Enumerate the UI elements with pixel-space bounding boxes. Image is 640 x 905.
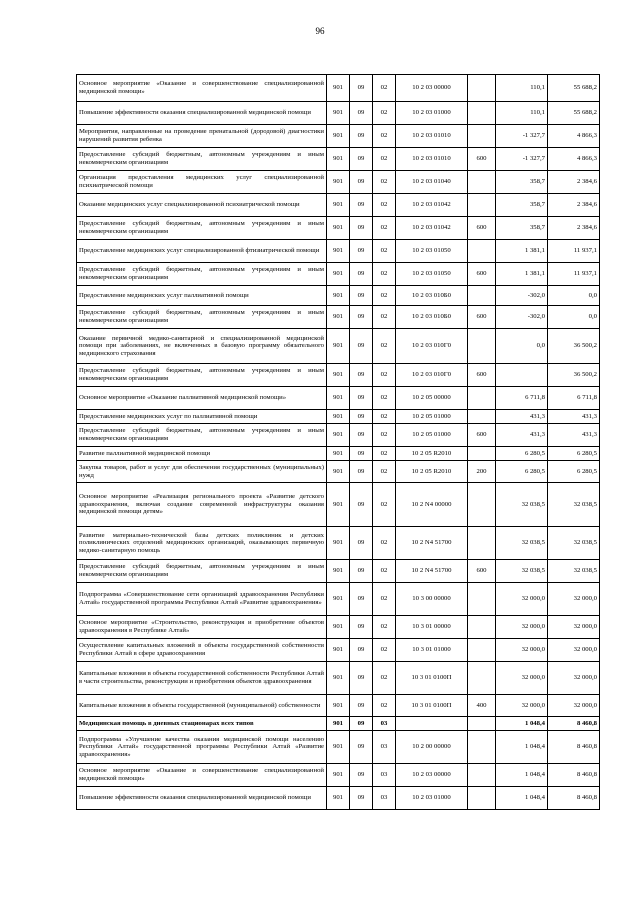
admin-code-cell: 901 bbox=[327, 410, 350, 424]
subsection-code-cell: 02 bbox=[373, 639, 396, 662]
table-row bbox=[77, 447, 600, 461]
amount-total-cell: 36 500,2 bbox=[548, 329, 600, 364]
section-code-cell: 09 bbox=[350, 102, 373, 125]
subsection-code-cell: 02 bbox=[373, 483, 396, 527]
subsection-code-cell: 02 bbox=[373, 171, 396, 194]
admin-code-cell: 901 bbox=[327, 424, 350, 447]
admin-code-cell: 901 bbox=[327, 695, 350, 717]
table-row bbox=[77, 329, 600, 364]
subsection-code-cell: 02 bbox=[373, 560, 396, 583]
target-article-cell: 10 3 01 0100П bbox=[396, 695, 468, 717]
amount-change-cell: 431,3 bbox=[496, 410, 548, 424]
table-row bbox=[77, 364, 600, 387]
target-article-cell: 10 2 03 01000 bbox=[396, 787, 468, 810]
expense-type-cell bbox=[468, 75, 496, 102]
amount-change-cell: 32 000,0 bbox=[496, 639, 548, 662]
section-code-cell: 09 bbox=[350, 286, 373, 306]
admin-code-cell: 901 bbox=[327, 286, 350, 306]
target-article-cell: 10 3 01 0100П bbox=[396, 662, 468, 695]
section-code-cell: 09 bbox=[350, 731, 373, 764]
section-code-cell: 09 bbox=[350, 695, 373, 717]
admin-code-cell: 901 bbox=[327, 764, 350, 787]
subsection-code-cell: 02 bbox=[373, 217, 396, 240]
target-article-cell bbox=[396, 717, 468, 731]
admin-code-cell: 901 bbox=[327, 483, 350, 527]
table-row bbox=[77, 148, 600, 171]
row-name-cell: Подпрограмма «Улучшение качества оказания медицинской помощи населению Республики Алтай» государственной программы Республики Алтай «Развитие здравоохранения» bbox=[77, 731, 327, 764]
table-row bbox=[77, 461, 600, 483]
expense-type-cell bbox=[468, 583, 496, 616]
table-row bbox=[77, 125, 600, 148]
row-name-cell: Предоставление субсидий бюджетным, автономным учреждениям и иным некоммерческим организациям bbox=[77, 306, 327, 329]
amount-change-cell: 32 038,5 bbox=[496, 560, 548, 583]
amount-total-cell: 8 460,8 bbox=[548, 764, 600, 787]
section-code-cell: 09 bbox=[350, 447, 373, 461]
expense-type-cell bbox=[468, 717, 496, 731]
section-code-cell: 09 bbox=[350, 424, 373, 447]
amount-change-cell: 32 000,0 bbox=[496, 616, 548, 639]
target-article-cell: 10 2 03 010Г0 bbox=[396, 329, 468, 364]
section-code-cell: 09 bbox=[350, 125, 373, 148]
table-row bbox=[77, 75, 600, 102]
section-code-cell: 09 bbox=[350, 148, 373, 171]
amount-total-cell: 32 038,5 bbox=[548, 560, 600, 583]
page-number: 96 bbox=[315, 26, 325, 36]
target-article-cell: 10 2 03 010Г0 bbox=[396, 364, 468, 387]
row-name-cell: Предоставление медицинских услуг паллиативной помощи bbox=[77, 286, 327, 306]
expense-type-cell: 600 bbox=[468, 263, 496, 286]
subsection-code-cell: 02 bbox=[373, 125, 396, 148]
amount-total-cell: 4 866,3 bbox=[548, 148, 600, 171]
section-code-cell: 09 bbox=[350, 171, 373, 194]
section-code-cell: 09 bbox=[350, 583, 373, 616]
section-code-cell: 09 bbox=[350, 410, 373, 424]
amount-total-cell: 2 384,6 bbox=[548, 194, 600, 217]
expense-type-cell bbox=[468, 194, 496, 217]
table-row bbox=[77, 717, 600, 731]
admin-code-cell: 901 bbox=[327, 461, 350, 483]
amount-total-cell: 32 000,0 bbox=[548, 616, 600, 639]
row-name-cell: Основное мероприятие «Оказание и совершенствование специализированной медицинской помощи» bbox=[77, 764, 327, 787]
target-article-cell: 10 2 00 00000 bbox=[396, 731, 468, 764]
amount-total-cell: 32 000,0 bbox=[548, 695, 600, 717]
table-row bbox=[77, 616, 600, 639]
subsection-code-cell: 02 bbox=[373, 583, 396, 616]
amount-total-cell: 0,0 bbox=[548, 306, 600, 329]
admin-code-cell: 901 bbox=[327, 217, 350, 240]
expense-type-cell bbox=[468, 527, 496, 560]
expense-type-cell bbox=[468, 662, 496, 695]
amount-total-cell: 6 280,5 bbox=[548, 461, 600, 483]
subsection-code-cell: 02 bbox=[373, 194, 396, 217]
amount-total-cell: 32 000,0 bbox=[548, 639, 600, 662]
amount-change-cell: 32 000,0 bbox=[496, 583, 548, 616]
subsection-code-cell: 03 bbox=[373, 717, 396, 731]
expense-type-cell bbox=[468, 329, 496, 364]
row-name-cell: Предоставление субсидий бюджетным, автономным учреждениям и иным некоммерческим организациям bbox=[77, 217, 327, 240]
amount-change-cell: 0,0 bbox=[496, 329, 548, 364]
amount-total-cell: 55 688,2 bbox=[548, 75, 600, 102]
table-row bbox=[77, 764, 600, 787]
subsection-code-cell: 02 bbox=[373, 263, 396, 286]
amount-total-cell: 431,3 bbox=[548, 410, 600, 424]
amount-change-cell: 358,7 bbox=[496, 171, 548, 194]
expense-type-cell: 600 bbox=[468, 424, 496, 447]
target-article-cell: 10 2 N4 51700 bbox=[396, 527, 468, 560]
table-row bbox=[77, 410, 600, 424]
admin-code-cell: 901 bbox=[327, 583, 350, 616]
row-name-cell: Медицинская помощь в дневных стационарах всех типов bbox=[77, 717, 327, 731]
subsection-code-cell: 02 bbox=[373, 387, 396, 410]
amount-change-cell: 1 048,4 bbox=[496, 787, 548, 810]
amount-total-cell: 2 384,6 bbox=[548, 171, 600, 194]
expense-type-cell bbox=[468, 286, 496, 306]
table-row bbox=[77, 387, 600, 410]
expense-type-cell: 600 bbox=[468, 560, 496, 583]
table-row bbox=[77, 306, 600, 329]
row-name-cell: Основное мероприятие «Строительство, реконструкция и приобретение объектов здравоохранения в Республике Алтай» bbox=[77, 616, 327, 639]
amount-total-cell: 32 038,5 bbox=[548, 527, 600, 560]
row-name-cell: Основное мероприятие «Реализация регионального проекта «Развитие детского здравоохранения, включая создание современной инфраструктуры оказания медицинской помощи детям» bbox=[77, 483, 327, 527]
section-code-cell: 09 bbox=[350, 483, 373, 527]
expense-type-cell bbox=[468, 447, 496, 461]
subsection-code-cell: 02 bbox=[373, 447, 396, 461]
subsection-code-cell: 02 bbox=[373, 329, 396, 364]
amount-change-cell: 1 381,1 bbox=[496, 240, 548, 263]
admin-code-cell: 901 bbox=[327, 125, 350, 148]
amount-total-cell: 11 937,1 bbox=[548, 240, 600, 263]
section-code-cell: 09 bbox=[350, 240, 373, 263]
expense-type-cell bbox=[468, 787, 496, 810]
admin-code-cell: 901 bbox=[327, 387, 350, 410]
expense-type-cell bbox=[468, 764, 496, 787]
row-name-cell: Осуществление капитальных вложений в объекты государственной собственности Республики Алтай в сфере здравоохранения bbox=[77, 639, 327, 662]
expense-type-cell bbox=[468, 240, 496, 263]
admin-code-cell: 901 bbox=[327, 194, 350, 217]
admin-code-cell: 901 bbox=[327, 171, 350, 194]
section-code-cell: 09 bbox=[350, 387, 373, 410]
subsection-code-cell: 03 bbox=[373, 787, 396, 810]
admin-code-cell: 901 bbox=[327, 662, 350, 695]
amount-change-cell: 32 038,5 bbox=[496, 483, 548, 527]
section-code-cell: 09 bbox=[350, 194, 373, 217]
amount-total-cell: 8 460,8 bbox=[548, 717, 600, 731]
section-code-cell: 09 bbox=[350, 329, 373, 364]
expense-type-cell: 600 bbox=[468, 217, 496, 240]
admin-code-cell: 901 bbox=[327, 717, 350, 731]
row-name-cell: Оказание первичной медико-санитарной и специализированной медицинской помощи при заболеваниях, не включенных в базовую программу обязательного медицинского страхования bbox=[77, 329, 327, 364]
row-name-cell: Оказание медицинских услуг специализированной психиатрической помощи bbox=[77, 194, 327, 217]
amount-change-cell: -1 327,7 bbox=[496, 125, 548, 148]
table-row bbox=[77, 560, 600, 583]
amount-change-cell: 358,7 bbox=[496, 194, 548, 217]
amount-change-cell: 1 381,1 bbox=[496, 263, 548, 286]
expense-type-cell: 600 bbox=[468, 306, 496, 329]
budget-table-body bbox=[77, 75, 600, 810]
amount-change-cell: -1 327,7 bbox=[496, 148, 548, 171]
section-code-cell: 09 bbox=[350, 787, 373, 810]
amount-total-cell: 431,3 bbox=[548, 424, 600, 447]
expense-type-cell bbox=[468, 102, 496, 125]
amount-change-cell: 431,3 bbox=[496, 424, 548, 447]
target-article-cell: 10 2 05 01000 bbox=[396, 410, 468, 424]
row-name-cell: Основное мероприятие «Оказание и совершенствование специализированной медицинской помощи» bbox=[77, 75, 327, 102]
target-article-cell: 10 2 03 01000 bbox=[396, 102, 468, 125]
admin-code-cell: 901 bbox=[327, 102, 350, 125]
admin-code-cell: 901 bbox=[327, 75, 350, 102]
subsection-code-cell: 02 bbox=[373, 662, 396, 695]
amount-total-cell: 55 688,2 bbox=[548, 102, 600, 125]
table-row bbox=[77, 171, 600, 194]
expense-type-cell: 200 bbox=[468, 461, 496, 483]
amount-total-cell: 32 000,0 bbox=[548, 662, 600, 695]
expense-type-cell bbox=[468, 410, 496, 424]
amount-total-cell: 11 937,1 bbox=[548, 263, 600, 286]
expense-type-cell bbox=[468, 483, 496, 527]
row-name-cell: Предоставление субсидий бюджетным, автономным учреждениям и иным некоммерческим организациям bbox=[77, 424, 327, 447]
table-row bbox=[77, 527, 600, 560]
expense-type-cell bbox=[468, 125, 496, 148]
amount-total-cell: 6 280,5 bbox=[548, 447, 600, 461]
amount-change-cell bbox=[496, 364, 548, 387]
amount-total-cell: 8 460,8 bbox=[548, 787, 600, 810]
table-row bbox=[77, 731, 600, 764]
row-name-cell: Предоставление субсидий бюджетным, автономным учреждениям и иным некоммерческим организациям bbox=[77, 263, 327, 286]
subsection-code-cell: 02 bbox=[373, 102, 396, 125]
section-code-cell: 09 bbox=[350, 217, 373, 240]
amount-change-cell: 32 000,0 bbox=[496, 662, 548, 695]
table-row bbox=[77, 662, 600, 695]
admin-code-cell: 901 bbox=[327, 240, 350, 263]
table-row bbox=[77, 217, 600, 240]
subsection-code-cell: 02 bbox=[373, 364, 396, 387]
target-article-cell: 10 2 05 R2010 bbox=[396, 447, 468, 461]
table-row bbox=[77, 787, 600, 810]
section-code-cell: 09 bbox=[350, 527, 373, 560]
section-code-cell: 09 bbox=[350, 364, 373, 387]
row-name-cell: Основное мероприятие «Оказание паллиативной медицинской помощи» bbox=[77, 387, 327, 410]
subsection-code-cell: 02 bbox=[373, 240, 396, 263]
subsection-code-cell: 02 bbox=[373, 75, 396, 102]
target-article-cell: 10 2 03 01042 bbox=[396, 194, 468, 217]
row-name-cell: Капитальные вложения в объекты государственной собственности Республики Алтай в части строительства, реконструкции и приобретения объектов здравоохранения bbox=[77, 662, 327, 695]
row-name-cell: Предоставление субсидий бюджетным, автономным учреждениям и иным некоммерческим организациям bbox=[77, 560, 327, 583]
subsection-code-cell: 03 bbox=[373, 764, 396, 787]
expense-type-cell bbox=[468, 616, 496, 639]
expense-type-cell: 600 bbox=[468, 364, 496, 387]
section-code-cell: 09 bbox=[350, 306, 373, 329]
amount-total-cell: 8 460,8 bbox=[548, 731, 600, 764]
subsection-code-cell: 02 bbox=[373, 461, 396, 483]
table-row bbox=[77, 639, 600, 662]
amount-change-cell: 1 048,4 bbox=[496, 717, 548, 731]
subsection-code-cell: 02 bbox=[373, 286, 396, 306]
expense-type-cell: 400 bbox=[468, 695, 496, 717]
target-article-cell: 10 2 03 00000 bbox=[396, 764, 468, 787]
expense-type-cell bbox=[468, 171, 496, 194]
table-row bbox=[77, 102, 600, 125]
amount-total-cell: 36 500,2 bbox=[548, 364, 600, 387]
budget-table bbox=[76, 74, 600, 810]
amount-change-cell: 6 711,8 bbox=[496, 387, 548, 410]
row-name-cell: Предоставление медицинских услуг по паллиативной помощи bbox=[77, 410, 327, 424]
admin-code-cell: 901 bbox=[327, 263, 350, 286]
amount-total-cell: 32 000,0 bbox=[548, 583, 600, 616]
subsection-code-cell: 02 bbox=[373, 306, 396, 329]
subsection-code-cell: 02 bbox=[373, 410, 396, 424]
amount-total-cell: 4 866,3 bbox=[548, 125, 600, 148]
target-article-cell: 10 2 05 01000 bbox=[396, 424, 468, 447]
table-row bbox=[77, 263, 600, 286]
row-name-cell: Мероприятия, направленные на проведение пренатальной (дородовой) диагностики нарушений развития ребенка bbox=[77, 125, 327, 148]
amount-change-cell: 32 000,0 bbox=[496, 695, 548, 717]
target-article-cell: 10 3 01 01000 bbox=[396, 639, 468, 662]
admin-code-cell: 901 bbox=[327, 616, 350, 639]
table-row bbox=[77, 583, 600, 616]
amount-change-cell: 358,7 bbox=[496, 217, 548, 240]
expense-type-cell bbox=[468, 731, 496, 764]
row-name-cell: Капитальные вложения в объекты государственной (муниципальной) собственности bbox=[77, 695, 327, 717]
subsection-code-cell: 02 bbox=[373, 424, 396, 447]
target-article-cell: 10 3 00 00000 bbox=[396, 583, 468, 616]
amount-change-cell: 1 048,4 bbox=[496, 731, 548, 764]
target-article-cell: 10 2 05 R2010 bbox=[396, 461, 468, 483]
admin-code-cell: 901 bbox=[327, 447, 350, 461]
subsection-code-cell: 02 bbox=[373, 616, 396, 639]
section-code-cell: 09 bbox=[350, 263, 373, 286]
amount-change-cell: 6 280,5 bbox=[496, 447, 548, 461]
amount-change-cell: 110,1 bbox=[496, 75, 548, 102]
amount-total-cell: 2 384,6 bbox=[548, 217, 600, 240]
subsection-code-cell: 02 bbox=[373, 695, 396, 717]
row-name-cell: Повышение эффективности оказания специализированной медицинской помощи bbox=[77, 787, 327, 810]
section-code-cell: 09 bbox=[350, 461, 373, 483]
amount-total-cell: 6 711,8 bbox=[548, 387, 600, 410]
section-code-cell: 09 bbox=[350, 560, 373, 583]
amount-change-cell: -302,0 bbox=[496, 286, 548, 306]
target-article-cell: 10 2 03 01050 bbox=[396, 263, 468, 286]
amount-total-cell: 32 038,5 bbox=[548, 483, 600, 527]
table-row bbox=[77, 194, 600, 217]
section-code-cell: 09 bbox=[350, 764, 373, 787]
row-name-cell: Подпрограмма «Совершенствование сети организаций здравоохранения Республики Алтай» государственной программы Республики Алтай «Развитие здравоохранения» bbox=[77, 583, 327, 616]
row-name-cell: Предоставление субсидий бюджетным, автономным учреждениям и иным некоммерческим организациям bbox=[77, 364, 327, 387]
target-article-cell: 10 2 03 01010 bbox=[396, 125, 468, 148]
target-article-cell: 10 2 03 01050 bbox=[396, 240, 468, 263]
target-article-cell: 10 2 N4 51700 bbox=[396, 560, 468, 583]
target-article-cell: 10 2 03 010Б0 bbox=[396, 286, 468, 306]
target-article-cell: 10 2 03 00000 bbox=[396, 75, 468, 102]
section-code-cell: 09 bbox=[350, 616, 373, 639]
row-name-cell: Развитие паллиативной медицинской помощи bbox=[77, 447, 327, 461]
row-name-cell: Повышение эффективности оказания специализированной медицинской помощи bbox=[77, 102, 327, 125]
expense-type-cell bbox=[468, 387, 496, 410]
row-name-cell: Закупка товаров, работ и услуг для обеспечения государственных (муниципальных) нужд bbox=[77, 461, 327, 483]
admin-code-cell: 901 bbox=[327, 560, 350, 583]
table-row bbox=[77, 240, 600, 263]
section-code-cell: 09 bbox=[350, 639, 373, 662]
amount-change-cell: 6 280,5 bbox=[496, 461, 548, 483]
target-article-cell: 10 2 03 01042 bbox=[396, 217, 468, 240]
admin-code-cell: 901 bbox=[327, 329, 350, 364]
section-code-cell: 09 bbox=[350, 75, 373, 102]
amount-change-cell: -302,0 bbox=[496, 306, 548, 329]
table-row bbox=[77, 483, 600, 527]
admin-code-cell: 901 bbox=[327, 364, 350, 387]
amount-change-cell: 32 038,5 bbox=[496, 527, 548, 560]
row-name-cell: Предоставление субсидий бюджетным, автономным учреждениям и иным некоммерческим организациям bbox=[77, 148, 327, 171]
target-article-cell: 10 3 01 00000 bbox=[396, 616, 468, 639]
amount-change-cell: 1 048,4 bbox=[496, 764, 548, 787]
subsection-code-cell: 03 bbox=[373, 731, 396, 764]
target-article-cell: 10 2 03 01010 bbox=[396, 148, 468, 171]
subsection-code-cell: 02 bbox=[373, 527, 396, 560]
section-code-cell: 09 bbox=[350, 662, 373, 695]
admin-code-cell: 901 bbox=[327, 787, 350, 810]
admin-code-cell: 901 bbox=[327, 639, 350, 662]
expense-type-cell: 600 bbox=[468, 148, 496, 171]
admin-code-cell: 901 bbox=[327, 148, 350, 171]
section-code-cell: 09 bbox=[350, 717, 373, 731]
table-row bbox=[77, 286, 600, 306]
subsection-code-cell: 02 bbox=[373, 148, 396, 171]
amount-change-cell: 110,1 bbox=[496, 102, 548, 125]
row-name-cell: Предоставление медицинских услуг специализированной фтизиатрической помощи bbox=[77, 240, 327, 263]
table-row bbox=[77, 695, 600, 717]
target-article-cell: 10 2 03 010Б0 bbox=[396, 306, 468, 329]
admin-code-cell: 901 bbox=[327, 731, 350, 764]
expense-type-cell bbox=[468, 639, 496, 662]
target-article-cell: 10 2 N4 00000 bbox=[396, 483, 468, 527]
amount-total-cell: 0,0 bbox=[548, 286, 600, 306]
table-row bbox=[77, 424, 600, 447]
target-article-cell: 10 2 03 01040 bbox=[396, 171, 468, 194]
admin-code-cell: 901 bbox=[327, 306, 350, 329]
admin-code-cell: 901 bbox=[327, 527, 350, 560]
row-name-cell: Организация предоставления медицинских услуг специализированной психиатрической помощи bbox=[77, 171, 327, 194]
row-name-cell: Развитие материально-технической базы детских поликлиник и детских поликлинических отделений медицинских организаций, оказывающих первичную медико-санитарную помощь bbox=[77, 527, 327, 560]
target-article-cell: 10 2 05 00000 bbox=[396, 387, 468, 410]
